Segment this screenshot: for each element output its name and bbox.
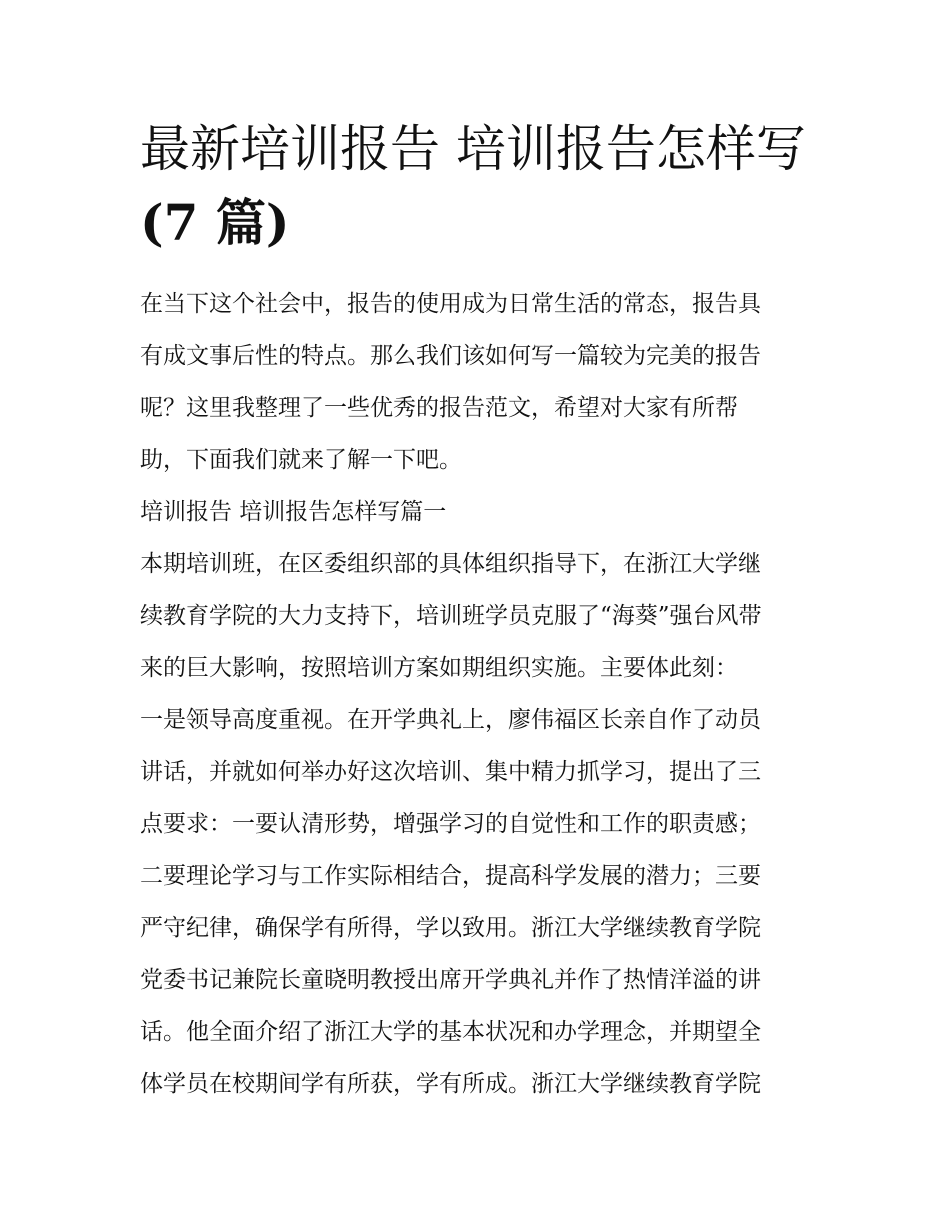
document-title bbox=[140, 112, 812, 260]
title-line-2: (7 篇) bbox=[140, 193, 290, 252]
document-body bbox=[140, 278, 812, 1110]
body-text-line: 体学员在校期间学有所获，学有所成。浙江大学继续教育学院 bbox=[140, 1071, 761, 1097]
body-text-line: 呢？这里我整理了一些优秀的报告范文，希望对大家有所帮 bbox=[140, 395, 738, 421]
body-text-line: 本期培训班，在区委组织部的具体组织指导下，在浙江大学继 bbox=[140, 551, 761, 577]
title-line-1: 最新培训报告 培训报告怎样写 bbox=[140, 120, 806, 178]
body-text-line: 严守纪律，确保学有所得，学以致用。浙江大学继续教育学院 bbox=[140, 915, 761, 941]
body-text-line: 话。他全面介绍了浙江大学的基本状况和办学理念，并期望全 bbox=[140, 1019, 761, 1045]
document-content bbox=[140, 112, 812, 1110]
body-text-line: 一是领导高度重视。在开学典礼上，廖伟福区长亲自作了动员 bbox=[140, 707, 761, 733]
body-text-line: 续教育学院的大力支持下，培训班学员克服了“海葵”强台风带 bbox=[140, 603, 762, 629]
body-text-line: 党委书记兼院长童晓明教授出席开学典礼并作了热情洋溢的讲 bbox=[140, 967, 761, 993]
body-text-line: 助，下面我们就来了解一下吧。 bbox=[140, 447, 462, 473]
body-text-line: 来的巨大影响，按照培训方案如期组织实施。主要体此刻： bbox=[140, 655, 738, 681]
body-text-line: 二要理论学习与工作实际相结合，提高科学发展的潜力；三要 bbox=[140, 863, 761, 889]
body-text-line: 在当下这个社会中，报告的使用成为日常生活的常态，报告具 bbox=[140, 291, 761, 317]
body-text-line: 有成文事后性的特点。那么我们该如何写一篇较为完美的报告 bbox=[140, 343, 761, 369]
body-text-line: 讲话，并就如何举办好这次培训、集中精力抓学习，提出了三 bbox=[140, 759, 761, 785]
body-text-line: 培训报告 培训报告怎样写篇一 bbox=[140, 499, 447, 525]
body-text-line: 点要求：一要认清形势，增强学习的自觉性和工作的职责感； bbox=[140, 811, 761, 837]
